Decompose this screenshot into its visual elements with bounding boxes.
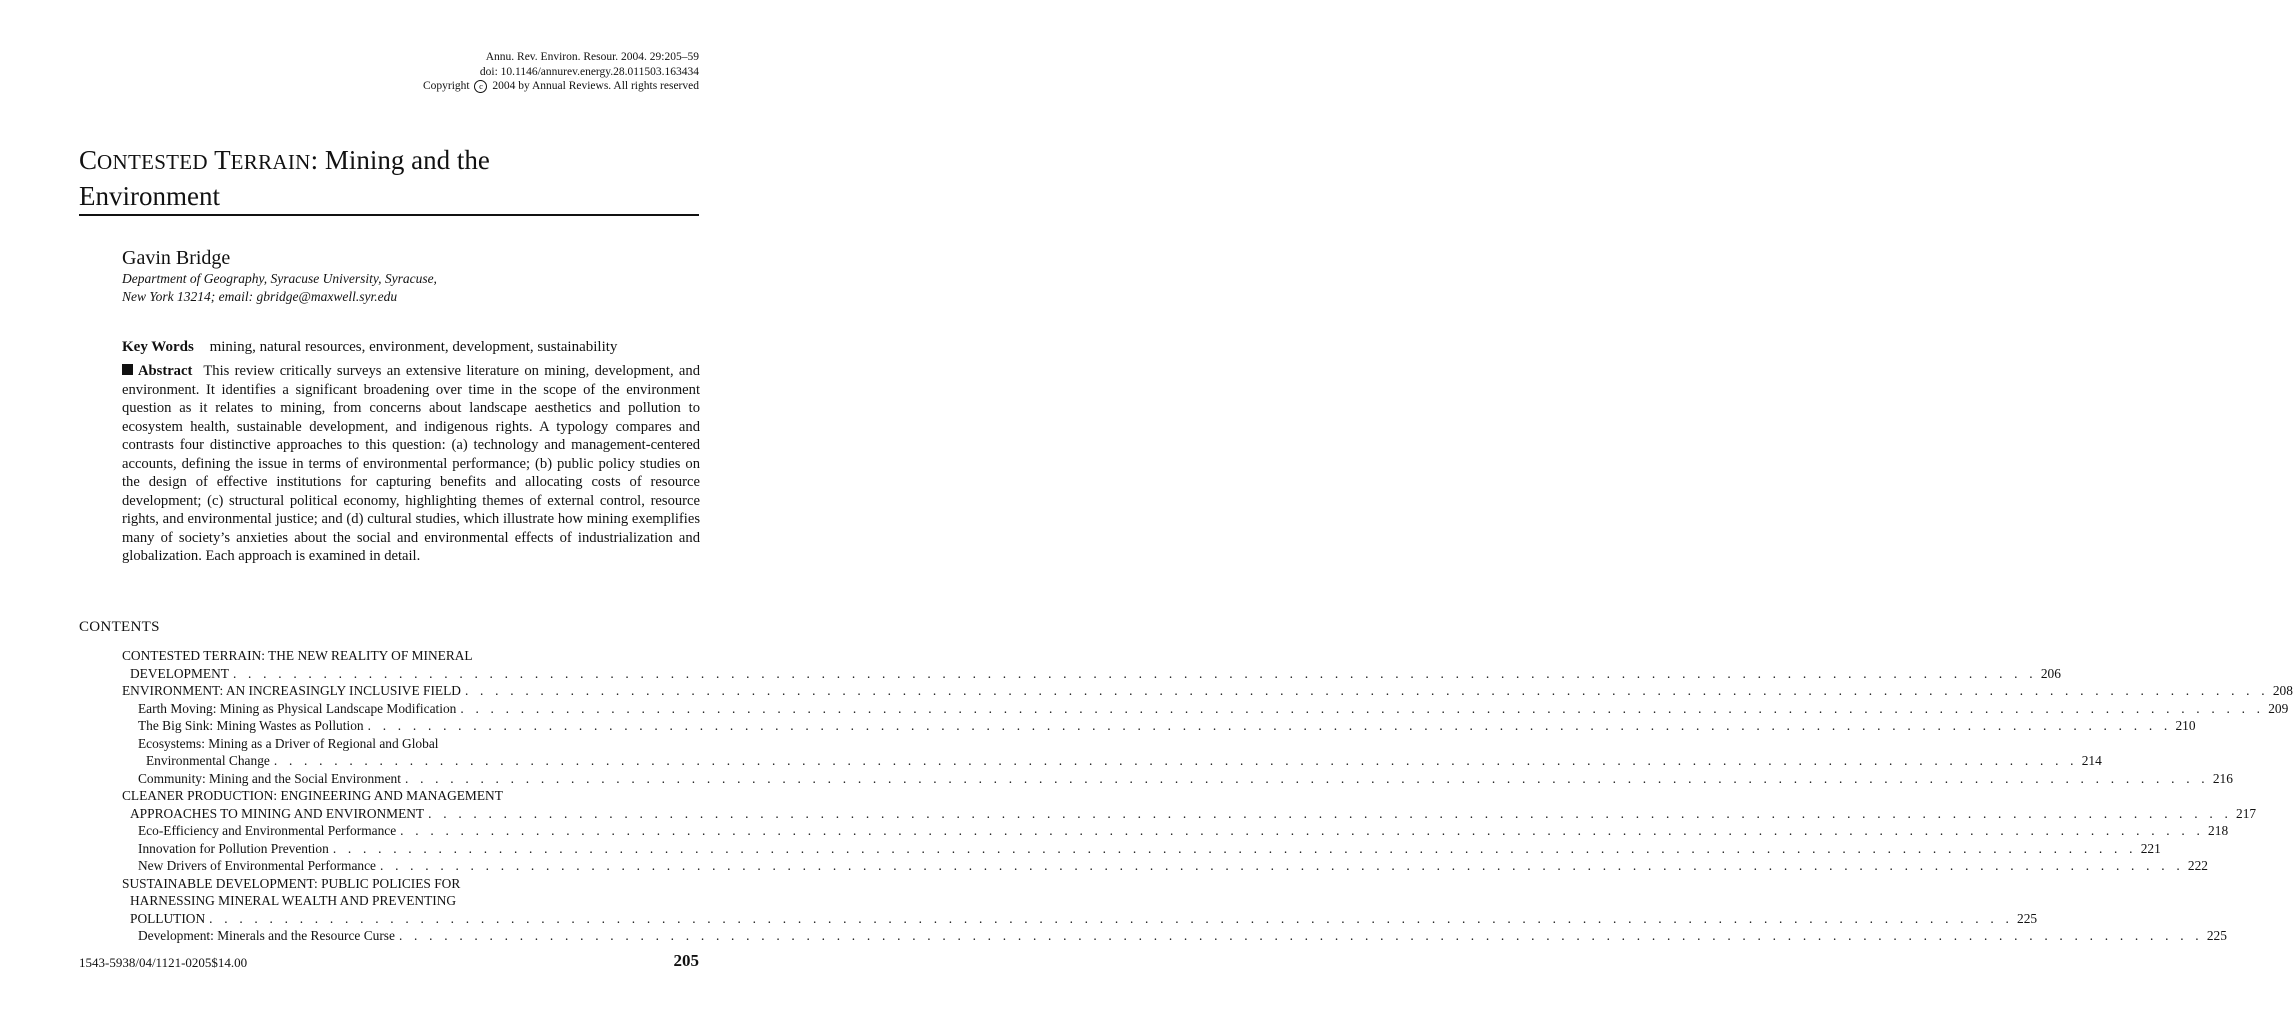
title-smallcaps-2: ERRAIN <box>230 150 311 174</box>
toc-leader-dots: . . . . . . . . . . . . . . . . . . . . . . . . . . . . . . . . . . . . . . . . . . . . . . . . . . . . . . . . . . . . . . . . . . . . . . . . . . . . . . . . . . . . . . . . . . . . . . . . . . . . . . . . . . . . . . . . . . . . . . . . <box>428 805 2233 821</box>
toc-row <box>138 857 2208 875</box>
toc-page-number: 214 <box>2081 753 2102 768</box>
toc-entry-line <box>122 752 2102 770</box>
toc-entry-line <box>122 700 2289 718</box>
toc-entry-line <box>122 735 700 753</box>
toc-entry-title: SUSTAINABLE DEVELOPMENT: PUBLIC POLICIES FOR <box>122 875 461 891</box>
toc-entry-title: DEVELOPMENT <box>130 665 229 681</box>
article-title <box>79 143 699 213</box>
toc-page-number: 217 <box>2236 805 2257 821</box>
toc-leader-dots: . . . . . . . . . . . . . . . . . . . . . . . . . . . . . . . . . . . . . . . . . . . . . . . . . . . . . . . . . . . . . . . . . . . . . . . . . . . . . . . . . . . . . . . . . . . . . . . . . . . . . . . . . . . . . . . . . . . . . . . . <box>400 823 2205 838</box>
toc-entry-line <box>122 910 2038 928</box>
toc-page-number: 218 <box>2208 823 2229 838</box>
toc-entry-title: The Big Sink: Mining Wastes as Pollution <box>138 718 364 733</box>
copyright-text: 2004 by Annual Reviews. All rights reserved <box>492 80 699 92</box>
toc-page-number: 210 <box>2175 718 2196 733</box>
title-smallcaps-1: ONTESTED <box>97 150 208 174</box>
doi-line: doi: 10.1146/annurev.energy.28.011503.163434 <box>479 65 699 78</box>
toc-page-number: 209 <box>2268 700 2289 716</box>
toc-row <box>138 770 2233 788</box>
keywords <box>122 337 700 357</box>
toc-entry-title: Environmental Change <box>146 753 270 768</box>
copyright-icon: c <box>474 80 487 93</box>
toc-entry-line <box>122 717 2196 735</box>
toc-page-number: 208 <box>2272 683 2293 698</box>
toc-row <box>122 682 2293 700</box>
toc-leader-dots: . . . . . . . . . . . . . . . . . . . . . . . . . . . . . . . . . . . . . . . . . . . . . . . . . . . . . . . . . . . . . . . . . . . . . . . . . . . . . . . . . . . . . . . . . . . . . . . . . . . . . . . . . . . . . . . . . . . . . . . . <box>209 910 2014 926</box>
toc-leader-dots: . . . . . . . . . . . . . . . . . . . . . . . . . . . . . . . . . . . . . . . . . . . . . . . . . . . . . . . . . . . . . . . . . . . . . . . . . . . . . . . . . . . . . . . . . . . . . . . . . . . . . . . . . . . . . . . . . . . . . . . . <box>379 858 2184 873</box>
toc-page-number: 221 <box>2140 840 2161 856</box>
toc-entry-line <box>122 875 700 893</box>
toc-entry-title: APPROACHES TO MINING AND ENVIRONMENT <box>130 805 425 821</box>
abstract <box>122 362 700 566</box>
toc-page-number: 216 <box>2212 770 2233 786</box>
toc-entry-line <box>122 805 2257 823</box>
square-bullet-icon <box>122 364 133 375</box>
toc-entry-title: POLLUTION <box>130 910 206 926</box>
toc-row <box>138 822 2229 840</box>
toc-row <box>146 752 2102 770</box>
journal-citation: Annu. Rev. Environ. Resour. 2004. 29:205–59 <box>485 51 699 63</box>
contents-heading: CONTENTS <box>79 619 160 635</box>
toc-page-number: 225 <box>2017 910 2038 926</box>
toc-page-number: 222 <box>2187 858 2208 873</box>
toc-leader-dots: . . . . . . . . . . . . . . . . . . . . . . . . . . . . . . . . . . . . . . . . . . . . . . . . . . . . . . . . . . . . . . . . . . . . . . . . . . . . . . . . . . . . . . . . . . . . . . . . . . . . . . . . . . . . . . . . . . . . . . . . <box>273 753 2078 768</box>
toc-leader-dots: . . . . . . . . . . . . . . . . . . . . . . . . . . . . . . . . . . . . . . . . . . . . . . . . . . . . . . . . . . . . . . . . . . . . . . . . . . . . . . . . . . . . . . . . . . . . . . . . . . . . . . . . . . . . . . . . . . . . . . . . <box>460 700 2265 716</box>
toc-entry-line <box>122 892 700 910</box>
keywords-text: mining, natural resources, environment, development, sustainability <box>209 339 618 355</box>
toc-row <box>138 700 2289 718</box>
toc-row <box>130 910 2038 928</box>
toc-leader-dots: . . . . . . . . . . . . . . . . . . . . . . . . . . . . . . . . . . . . . . . . . . . . . . . . . . . . . . . . . . . . . . . . . . . . . . . . . . . . . . . . . . . . . . . . . . . . . . . . . . . . . . . . . . . . . . . . . . . . . . . . <box>367 718 2172 733</box>
journal-header <box>423 50 699 94</box>
copyright-prefix: Copyright <box>422 80 470 92</box>
toc-entry-line <box>122 682 2293 700</box>
abstract-text: This review critically surveys an extensive literature on mining, development, and environment. It identifies a significant broadening over time in the scope of the environment question as it relates to mining, from concerns about landscape aesthetics and pollution to ecosystem health, sustainable development, and indigenous rights. A typology compares and contrasts four distinctive approaches to this question: (a) technology and management-centered accounts, defining the issue in terms of environmental performance; (b) public policy studies on the design of effective institutions for capturing benefits and allocating costs of resource development; (c) structural political economy, highlighting themes of external control, resource rights, and environmental justice; and (d) cultural studies, which illustrate how mining exemplifies many of society’s anxieties about the social and environmental effects of industrialization and globalization. Each approach is examined in detail. <box>122 363 701 564</box>
toc-entry-title: Ecosystems: Mining as a Driver of Regional and Global <box>138 735 439 751</box>
toc-entry-title: Development: Minerals and the Resource Curse <box>138 928 395 943</box>
keywords-label: Key Words <box>122 339 194 355</box>
toc-entry-title: Innovation for Pollution Prevention <box>138 840 329 856</box>
toc-entry-title: Earth Moving: Mining as Physical Landscape Modification <box>138 700 457 716</box>
toc-entry-line <box>122 927 2227 945</box>
title-initial-1: C <box>79 145 98 175</box>
page-number: 205 <box>673 951 699 970</box>
toc-row <box>138 840 2161 858</box>
toc-leader-dots: . . . . . . . . . . . . . . . . . . . . . . . . . . . . . . . . . . . . . . . . . . . . . . . . . . . . . . . . . . . . . . . . . . . . . . . . . . . . . . . . . . . . . . . . . . . . . . . . . . . . . . . . . . . . . . . . . . . . . . . . <box>464 683 2269 698</box>
title-initial-2: T <box>214 145 231 175</box>
toc-leader-dots: . . . . . . . . . . . . . . . . . . . . . . . . . . . . . . . . . . . . . . . . . . . . . . . . . . . . . . . . . . . . . . . . . . . . . . . . . . . . . . . . . . . . . . . . . . . . . . . . . . . . . . . . . . . . . . . . . . . . . . . . <box>404 770 2209 786</box>
toc-entry-title: HARNESSING MINERAL WEALTH AND PREVENTING <box>130 893 457 908</box>
toc-row <box>138 927 2227 945</box>
table-of-contents <box>122 647 2293 945</box>
toc-row <box>130 805 2257 823</box>
toc-entry-line <box>122 770 2233 788</box>
toc-entry-line <box>122 665 2061 683</box>
toc-entry-title: CONTESTED TERRAIN: THE NEW REALITY OF MINERAL <box>122 648 473 663</box>
toc-entry-line <box>122 787 700 805</box>
toc-row <box>138 717 2196 735</box>
toc-entry-line <box>122 857 2208 875</box>
copyright-line <box>423 79 699 94</box>
toc-entry-title: ENVIRONMENT: AN INCREASINGLY INCLUSIVE FIELD <box>122 683 461 698</box>
toc-entry-title: Community: Mining and the Social Environment <box>138 770 401 786</box>
issn-price: 1543-5938/04/1121-0205$14.00 <box>79 955 248 970</box>
toc-leader-dots: . . . . . . . . . . . . . . . . . . . . . . . . . . . . . . . . . . . . . . . . . . . . . . . . . . . . . . . . . . . . . . . . . . . . . . . . . . . . . . . . . . . . . . . . . . . . . . . . . . . . . . . . . . . . . . . . . . . . . . . . <box>332 840 2137 856</box>
toc-row <box>130 665 2061 683</box>
toc-entry-title: CLEANER PRODUCTION: ENGINEERING AND MANAGEMENT <box>122 788 503 803</box>
toc-page-number: 206 <box>2040 665 2061 681</box>
toc-page-number: 225 <box>2206 928 2227 943</box>
author-affiliation <box>122 270 682 306</box>
affiliation-line-2: New York 13214; email: gbridge@maxwell.syr.edu <box>122 289 398 304</box>
title-rule <box>79 214 699 216</box>
toc-entry-line <box>122 822 2229 840</box>
toc-leader-dots: . . . . . . . . . . . . . . . . . . . . . . . . . . . . . . . . . . . . . . . . . . . . . . . . . . . . . . . . . . . . . . . . . . . . . . . . . . . . . . . . . . . . . . . . . . . . . . . . . . . . . . . . . . . . . . . . . . . . . . . . <box>398 928 2203 943</box>
abstract-label: Abstract <box>138 363 193 379</box>
affiliation-line-1: Department of Geography, Syracuse University, Syracuse, <box>122 271 437 286</box>
toc-entry-title: New Drivers of Environmental Performance <box>138 858 376 873</box>
toc-leader-dots: . . . . . . . . . . . . . . . . . . . . . . . . . . . . . . . . . . . . . . . . . . . . . . . . . . . . . . . . . . . . . . . . . . . . . . . . . . . . . . . . . . . . . . . . . . . . . . . . . . . . . . . . . . . . . . . . . . . . . . . . <box>232 665 2037 681</box>
title-rest: : Mining and the <box>310 145 490 175</box>
toc-entry-title: Eco-Efficiency and Environmental Performance <box>138 823 397 838</box>
author-name: Gavin Bridge <box>122 247 231 269</box>
title-line-2: Environment <box>79 181 220 211</box>
toc-entry-line <box>122 840 2161 858</box>
toc-entry-line <box>122 647 700 665</box>
